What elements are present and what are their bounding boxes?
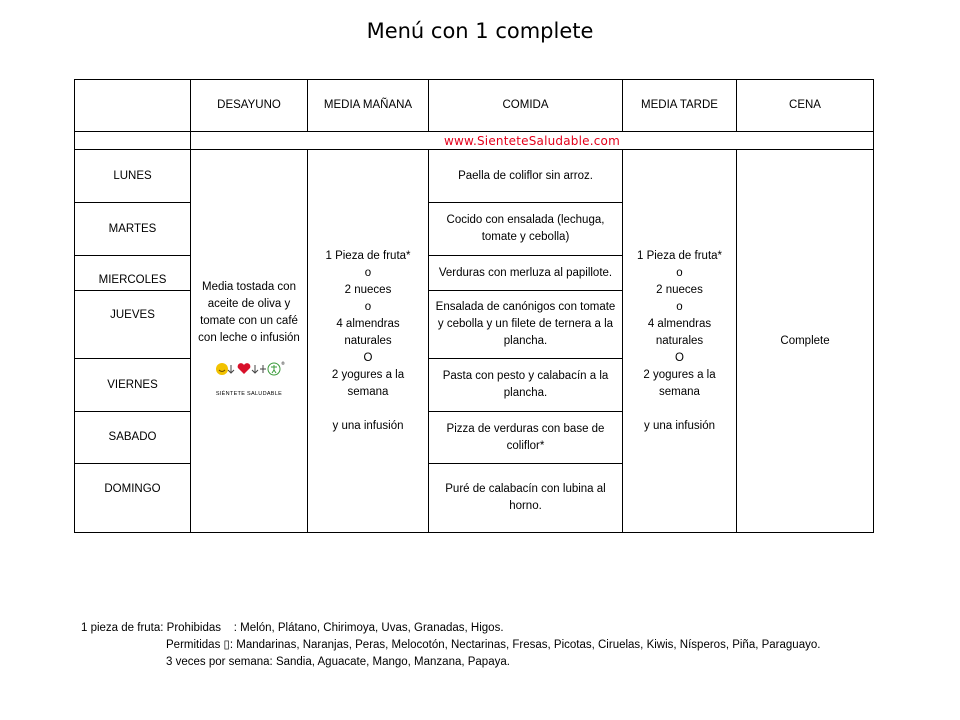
note-permitidas: Permitidas ▯: Mandarinas, Naranjas, Peras, Melocotón, Nectarinas, Fresas, Picotas, Ciruelas, Kiwis, Nísperos, Piña, Paraguayo.	[166, 639, 821, 651]
footnotes	[81, 620, 820, 671]
header-media-tarde: MEDIA TARDE	[623, 80, 737, 132]
comida-martes: Cocido con ensalada (lechuga, tomate y cebolla)	[429, 203, 623, 256]
note-tres-veces: 3 veces por semana: Sandia, Aguacate, Mango, Manzana, Papaya.	[166, 656, 510, 668]
day-label: DOMINGO	[75, 464, 191, 533]
header-comida: COMIDA	[429, 80, 623, 132]
day-label: MARTES	[75, 203, 191, 256]
header-media-manana: MEDIA MAÑANA	[308, 80, 429, 132]
comida-sabado: Pizza de verduras con base de coliflor*	[429, 412, 623, 464]
comida-lunes: Paella de coliflor sin arroz.	[429, 150, 623, 203]
desayuno-text: Media tostada con aceite de oliva y tomate con un café con leche o infusión	[198, 281, 300, 344]
header-desayuno: DESAYUNO	[191, 80, 308, 132]
note-prohibidas: 1 pieza de fruta: Prohibidas : Melón, Plátano, Chirimoya, Uvas, Granadas, Higos.	[81, 622, 504, 634]
svg-text:®: ®	[281, 361, 285, 366]
cena-cell: Complete	[737, 150, 874, 533]
desayuno-cell	[191, 150, 308, 533]
header-cena: CENA	[737, 80, 874, 132]
day-label: SABADO	[75, 412, 191, 464]
day-label: VIERNES	[75, 359, 191, 412]
day-row-lunes	[75, 150, 874, 203]
day-label: LUNES	[75, 150, 191, 203]
header-row	[75, 80, 874, 132]
comida-jueves: Ensalada de canónigos con tomate y cebolla y un filete de ternera a la plancha.	[429, 291, 623, 359]
website-row-blank	[75, 132, 191, 150]
website-row	[75, 132, 874, 150]
comida-domingo: Puré de calabacín con lubina al horno.	[429, 464, 623, 533]
day-label: MIERCOLES	[75, 256, 191, 291]
media-tarde-cell: 1 Pieza de fruta* o 2 nueces o 4 almendras naturales O 2 yogures a la semana y una infusión	[623, 150, 737, 533]
comida-miercoles: Verduras con merluza al papillote.	[429, 256, 623, 291]
page-title: Menú con 1 complete	[366, 19, 594, 43]
logo-icon	[214, 361, 284, 377]
siente-saludable-logo	[204, 361, 294, 403]
media-manana-cell: 1 Pieza de fruta* o 2 nueces o 4 almendras naturales O 2 yogures a la semana y una infusión	[308, 150, 429, 533]
menu-table	[74, 79, 874, 533]
comida-viernes: Pasta con pesto y calabacín a la plancha.	[429, 359, 623, 412]
day-label: JUEVES	[75, 291, 191, 359]
header-corner	[75, 80, 191, 132]
logo-text: SIÉNTETE SALUDABLE	[215, 391, 283, 397]
website-link[interactable]: www.SienteteSaludable.com	[191, 132, 874, 150]
